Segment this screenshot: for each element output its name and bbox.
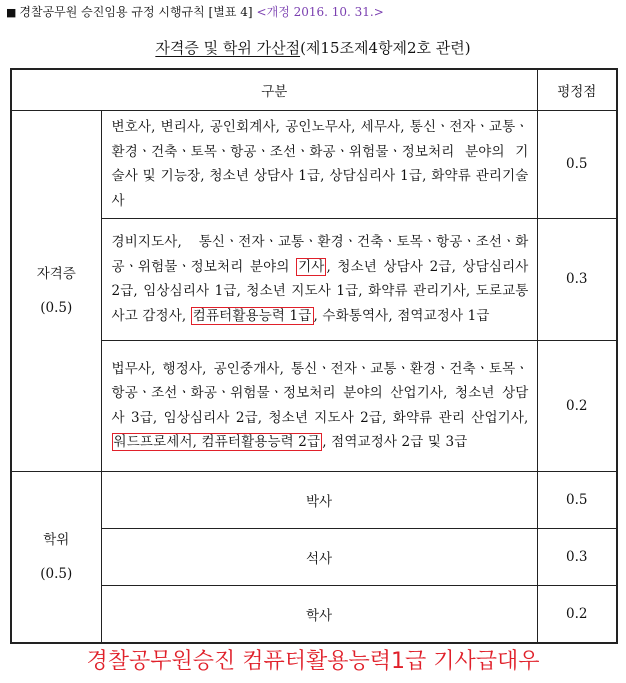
license-row-1-desc [101, 111, 537, 218]
title-main: 자격증 및 학위 가산점 [155, 39, 301, 57]
license-row-2-desc [101, 218, 537, 341]
degree-doctorate: 박사 [101, 471, 537, 528]
revision-date-link[interactable]: <개정 2016. 10. 31.> [256, 5, 384, 19]
highlight-computer-literacy-1: 컴퓨터활용능력 1급 [192, 307, 312, 324]
degree-bachelor: 학사 [101, 586, 537, 643]
degree-label: 학위 [43, 531, 70, 548]
degree-weight: (0.5) [40, 565, 73, 582]
license-label: 자격증 [36, 265, 76, 282]
license-row-2-text-b: , 청소년 상담사 2급, 상담심리사 2급, 임상심리사 1급, 청소년 지도사 1급, 화약류 관리기사, 도로교통사고 감정사, [111, 258, 529, 324]
regulation-header [6, 4, 620, 21]
table-row [11, 218, 617, 341]
header-category: 구분 [11, 69, 537, 111]
table-row [11, 528, 617, 585]
regulation-source: 경찰공무원 승진임용 규정 시행규칙 [별표 4] [19, 5, 253, 19]
license-row-2-score: 0.3 [537, 218, 617, 341]
license-row-1-score: 0.5 [537, 111, 617, 218]
highlight-word-processor: 워드프로세서, 컴퓨터활용능력 2급 [113, 434, 321, 451]
license-row-2-text-c: , 수화통역사, 점역교정사 1급 [313, 307, 490, 324]
license-category-cell [11, 111, 101, 472]
table-row [11, 586, 617, 643]
highlight-gisa: 기사 [298, 258, 325, 275]
license-row-1-text: 변호사, 변리사, 공인회계사, 공인노무사, 세무사, 통신ㆍ전자ㆍ교통ㆍ환경ㆍ건축ㆍ토목ㆍ항공ㆍ조선ㆍ화공ㆍ위험물ㆍ정보처리 분야의 기술사 및 기능장, 청소년 상담사 1급, 상담심리사 1급, 화약류 관리기술사 [111, 119, 529, 209]
title-sub: (제15조제4항제2호 관련) [300, 39, 471, 57]
license-row-3-desc [101, 341, 537, 472]
degree-master: 석사 [101, 528, 537, 585]
degree-doctorate-score: 0.5 [537, 471, 617, 528]
degree-master-score: 0.3 [537, 528, 617, 585]
table-row [11, 111, 617, 218]
license-row-3-score: 0.2 [537, 341, 617, 472]
license-weight: (0.5) [40, 299, 73, 316]
bonus-points-table [10, 68, 618, 644]
page-title [0, 38, 626, 58]
table-header-row [11, 69, 617, 111]
degree-bachelor-score: 0.2 [537, 586, 617, 643]
license-row-2-text-a: 경비지도사, 통신ㆍ전자ㆍ교통ㆍ환경ㆍ건축ㆍ토목ㆍ항공ㆍ조선ㆍ화공ㆍ위험물ㆍ정보처리 분야의 [111, 234, 529, 275]
table-row [11, 341, 617, 472]
table-row [11, 471, 617, 528]
degree-category-cell [11, 471, 101, 643]
footer-caption: 경찰공무원승진 컴퓨터활용능력1급 기사급대우 [86, 649, 540, 674]
license-row-3-text-b: , 점역교정사 2급 및 3급 [322, 434, 468, 451]
header-score: 평정점 [537, 69, 617, 111]
square-bullet-icon: ■ [6, 6, 17, 19]
license-row-3-text-a: 법무사, 행정사, 공인중개사, 통신ㆍ전자ㆍ교통ㆍ환경ㆍ건축ㆍ토목ㆍ항공ㆍ조선ㆍ화공ㆍ위험물ㆍ정보처리 분야의 산업기사, 청소년 상담사 3급, 임상심리사 2급, 청소년 지도사 2급, 화약류 관리 산업기사, [111, 360, 529, 426]
